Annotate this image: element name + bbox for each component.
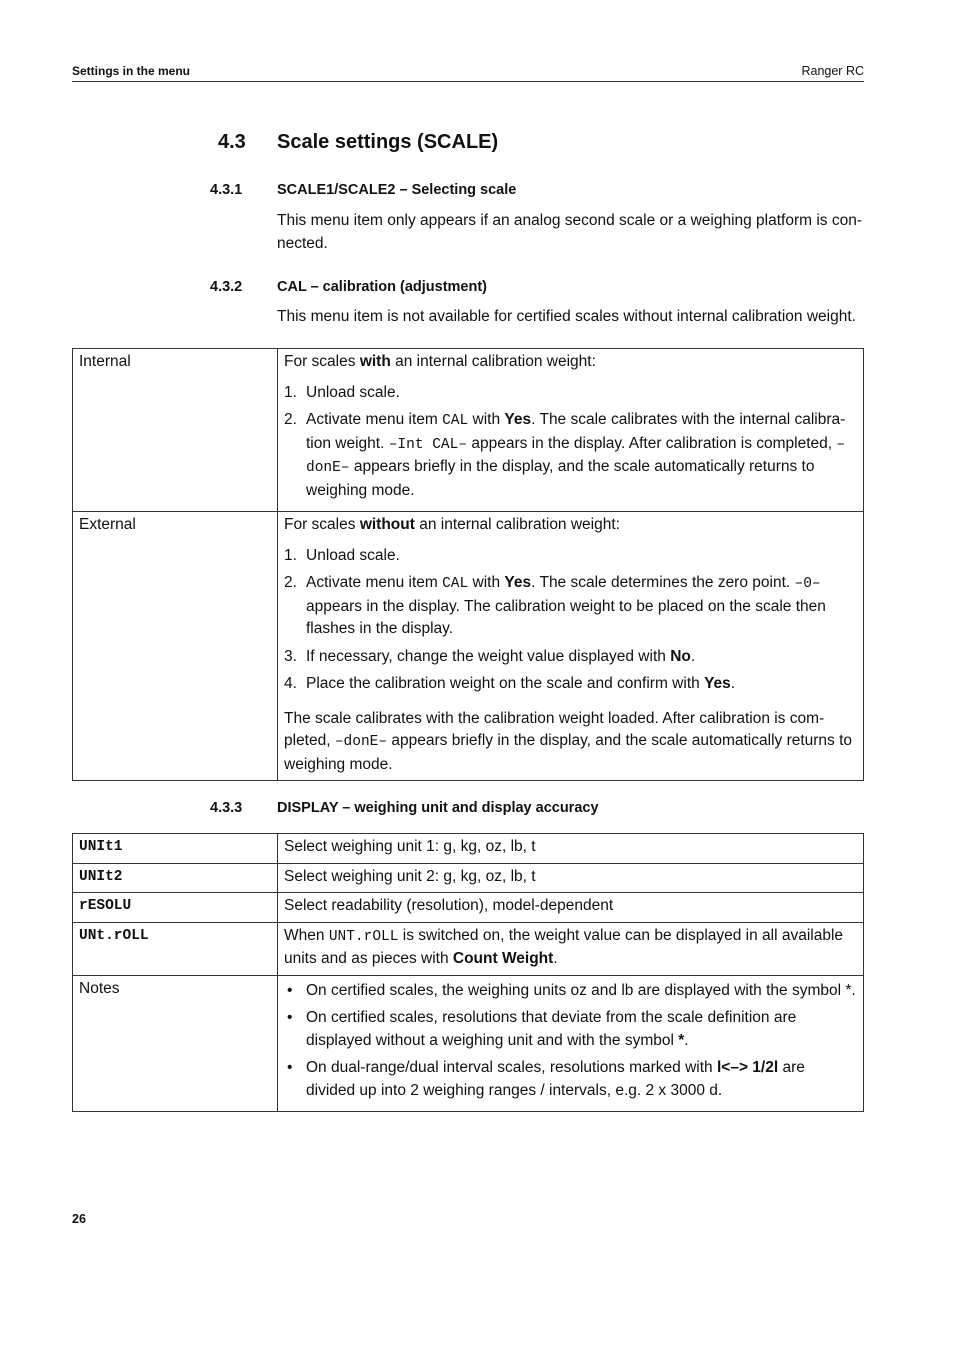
list-item: 1. Unload scale. xyxy=(284,546,400,564)
row-description xyxy=(278,512,864,781)
step-list xyxy=(284,382,857,503)
list-item: 3. If necessary, change the weight value displayed with No. xyxy=(284,647,696,665)
paragraph-4-3-1: This menu item only appears if an analog second scale or a weighing platform is con-nected. xyxy=(277,212,863,252)
closing-text: The scale calibrates with the calibration weight loaded. After calibration is com-pleted, –donE– appears briefly in the display, and the scale automatically returns to weighing mode. xyxy=(284,709,853,773)
display-settings-table xyxy=(72,833,864,1112)
subsection-title: DISPLAY – weighing unit and display accuracy xyxy=(277,800,599,816)
intro-text: For scales with an internal calibration weight: xyxy=(284,353,596,370)
running-header-product: Ranger RC xyxy=(801,64,864,78)
row-label: Internal xyxy=(73,349,278,512)
list-item: 1. Unload scale. xyxy=(284,383,400,401)
row-label: UNt.rOLL xyxy=(73,922,278,975)
bullet-icon: • xyxy=(287,981,293,999)
step-list xyxy=(284,545,857,696)
list-item: 2. Activate menu item CAL with Yes. The scale calibrates with the internal calibra-tion weight. –Int CAL– appears in the display. After calibration is completed, –donE– appears briefly in the display, and the scale automatically returns to weighing mode. xyxy=(284,411,846,499)
list-item: 4. Place the calibration weight on the scale and confirm with Yes. xyxy=(284,675,736,692)
row-label: rESOLU xyxy=(73,893,278,923)
intro-text: For scales without an internal calibration weight: xyxy=(284,516,620,533)
running-header-section: Settings in the menu xyxy=(72,64,191,78)
row-description xyxy=(278,349,864,512)
row-description: When UNT.rOLL is switched on, the weight value can be displayed in all available units and as pieces with Count Weight. xyxy=(278,922,864,975)
paragraph-4-3-2: This menu item is not available for certified scales without internal calibration weight. xyxy=(277,308,856,325)
table-row-resolu xyxy=(73,893,864,923)
page-number: 26 xyxy=(72,1212,86,1226)
row-label: Notes xyxy=(73,975,278,1112)
table-row-unit2 xyxy=(73,863,864,893)
list-item: • On certified scales, resolutions that deviate from the scale definition are displayed without a weighing unit and with the symbol *. xyxy=(287,1009,797,1049)
row-description: Select weighing unit 2: g, kg, oz, lb, t xyxy=(278,863,864,893)
subsection-number: 4.3.2 xyxy=(210,279,243,295)
list-item: • On certified scales, the weighing units oz and lb are displayed with the symbol *. xyxy=(284,980,857,1003)
table-row-unit1 xyxy=(73,834,864,864)
section-title: Scale settings (SCALE) xyxy=(277,131,499,153)
subsection-number: 4.3.1 xyxy=(210,182,243,198)
row-label: UNIt2 xyxy=(73,863,278,893)
row-description: Select readability (resolution), model-dependent xyxy=(278,893,864,923)
subsection-number: 4.3.3 xyxy=(210,800,243,816)
subsection-title: CAL – calibration (adjustment) xyxy=(277,279,488,295)
table-row-internal xyxy=(73,349,864,512)
table-row-external xyxy=(73,512,864,781)
table-row-notes xyxy=(73,975,864,1112)
bullet-icon: • xyxy=(287,1059,293,1076)
row-description: Select weighing unit 1: g, kg, oz, lb, t xyxy=(278,834,864,864)
table-row-untroll xyxy=(73,922,864,975)
header-rule xyxy=(72,81,864,82)
notes-list xyxy=(284,980,857,1103)
list-item: 2. Activate menu item CAL with Yes. The scale determines the zero point. –0– appears in the display. The calibration weight to be placed on the scale then flashes in the display. xyxy=(284,574,826,637)
row-description xyxy=(278,975,864,1112)
bullet-icon: • xyxy=(287,1009,293,1026)
section-number: 4.3 xyxy=(218,131,246,153)
row-label: UNIt1 xyxy=(73,834,278,864)
calibration-table xyxy=(72,348,864,781)
subsection-title: SCALE1/SCALE2 – Selecting scale xyxy=(277,182,517,198)
row-label: External xyxy=(73,512,278,781)
list-item: • On dual-range/dual interval scales, resolutions marked with l<–> 1/2l are divided up into 2 weighing ranges / intervals, e.g. 2 x 3000 d. xyxy=(287,1059,805,1099)
